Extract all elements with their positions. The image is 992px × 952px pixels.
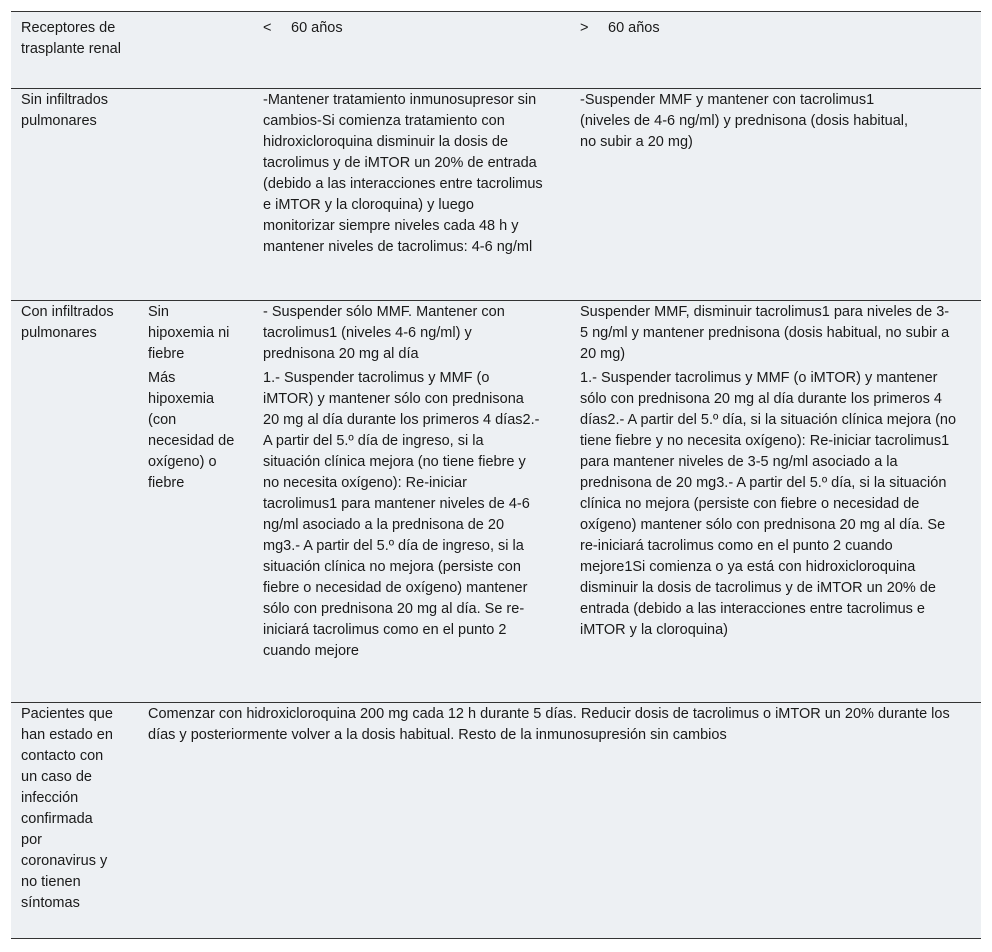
cell-over-60: -Suspender MMF y mantener con tacrolimus1 (niveles de 4-6 ng/ml) y prednisona (dosis habitual, no subir a 20 mg): [580, 92, 909, 150]
table-header-row: [11, 12, 981, 88]
header-under-60-operator: <: [263, 20, 272, 36]
table-row-sin-infiltrados: [11, 88, 981, 300]
treatment-table: [11, 11, 981, 939]
cell-under-60: -Mantener tratamiento inmunosupresor sin cambios-Si comienza tratamiento con hidroxicloroquina disminuir la dosis de tacrolimus y de iMTOR un 20% de entrada (debido a las interacciones entre tacrolimus e iMTOR y la cloroquina) y luego monitorizar siempre niveles cada 48 h y mantener niveles de tacrolimus: 4-6 ng/ml: [263, 92, 543, 255]
header-over-60-age: 60 años: [608, 20, 660, 36]
header-over-60-operator: >: [580, 20, 589, 36]
header-under-60: [263, 18, 548, 39]
cell-over-60-sin-hipoxemia: Suspender MMF, disminuir tacrolimus1 para niveles de 3-5 ng/ml y mantener prednisona (dosis habitual, no subir a 20 mg): [580, 304, 950, 362]
header-over-60: [580, 18, 962, 39]
cell-under-60-sin-hipoxemia: - Suspender sólo MMF. Mantener con tacrolimus1 (niveles 4-6 ng/ml) y prednisona 20 mg al día: [263, 304, 505, 362]
row-label: Con infiltrados pulmonares: [21, 304, 114, 341]
header-recipients-text: Receptores de trasplante renal: [21, 20, 121, 57]
subrow-label-sin-hipoxemia: Sin hipoxemia ni fiebre: [148, 304, 230, 362]
row-label: Sin infiltrados pulmonares: [21, 92, 109, 129]
cell-contacto-recommendation: Comenzar con hidroxicloroquina 200 mg cada 12 h durante 5 días. Reducir dosis de tacrolimus o iMTOR un 20% durante los días y posteriormente volver a la dosis habitual. Resto de la inmunosupresión sin cambios: [148, 706, 950, 743]
header-under-60-age: 60 años: [291, 20, 343, 36]
cell-over-60-hipoxemia: 1.- Suspender tacrolimus y MMF (o iMTOR) y mantener sólo con prednisona 20 mg al día durante los primeros 4 días2.- A partir del 5.º día, si la situación clínica mejora (no tiene fiebre y no necesita oxígeno): Re-iniciar tacrolimus1 para mantener niveles de 3-5 ng/ml asociado a la prednisona de 20 mg3.- A partir del 5.º día, si la situación clínica no mejora (persiste con fiebre o necesidad de oxígeno) mantener sólo con prednisona 20 mg al día. Se re-iniciará tacrolimus como en el punto 2 cuando mejore1Si comienza o ya está con hidroxicloroquina disminuir la dosis de tacrolimus y de iMTOR un 20% de entrada (debido a las interacciones entre tacrolimus e iMTOR y la cloroquina): [580, 370, 957, 638]
row-label: Pacientes que han estado en contacto con un caso de infección confirmada por coronavirus y no tienen síntomas: [21, 706, 113, 911]
table-row-con-infiltrados: [11, 300, 981, 702]
header-recipients: [21, 18, 139, 60]
table-row-contacto: [11, 702, 981, 938]
cell-under-60-hipoxemia: 1.- Suspender tacrolimus y MMF (o iMTOR) y mantener sólo con prednisona 20 mg al día durante los primeros 4 días2.- A partir del 5.º día de ingreso, si la situación clínica mejora (no tiene fiebre y no necesita oxígeno): Re-iniciar tacrolimus1 para mantener niveles de 4-6 ng/ml asociado a la prednisona de 20 mg3.- A partir del 5.º día de ingreso, si la situación clínica no mejora (persiste con fiebre o necesidad de oxígeno) mantener sólo con prednisona 20 mg al día. Se re-iniciará tacrolimus como en el punto 2 cuando mejore: [263, 370, 540, 659]
subrow-label-hipoxemia: Más hipoxemia (con necesidad de oxígeno) o fiebre: [148, 370, 235, 491]
